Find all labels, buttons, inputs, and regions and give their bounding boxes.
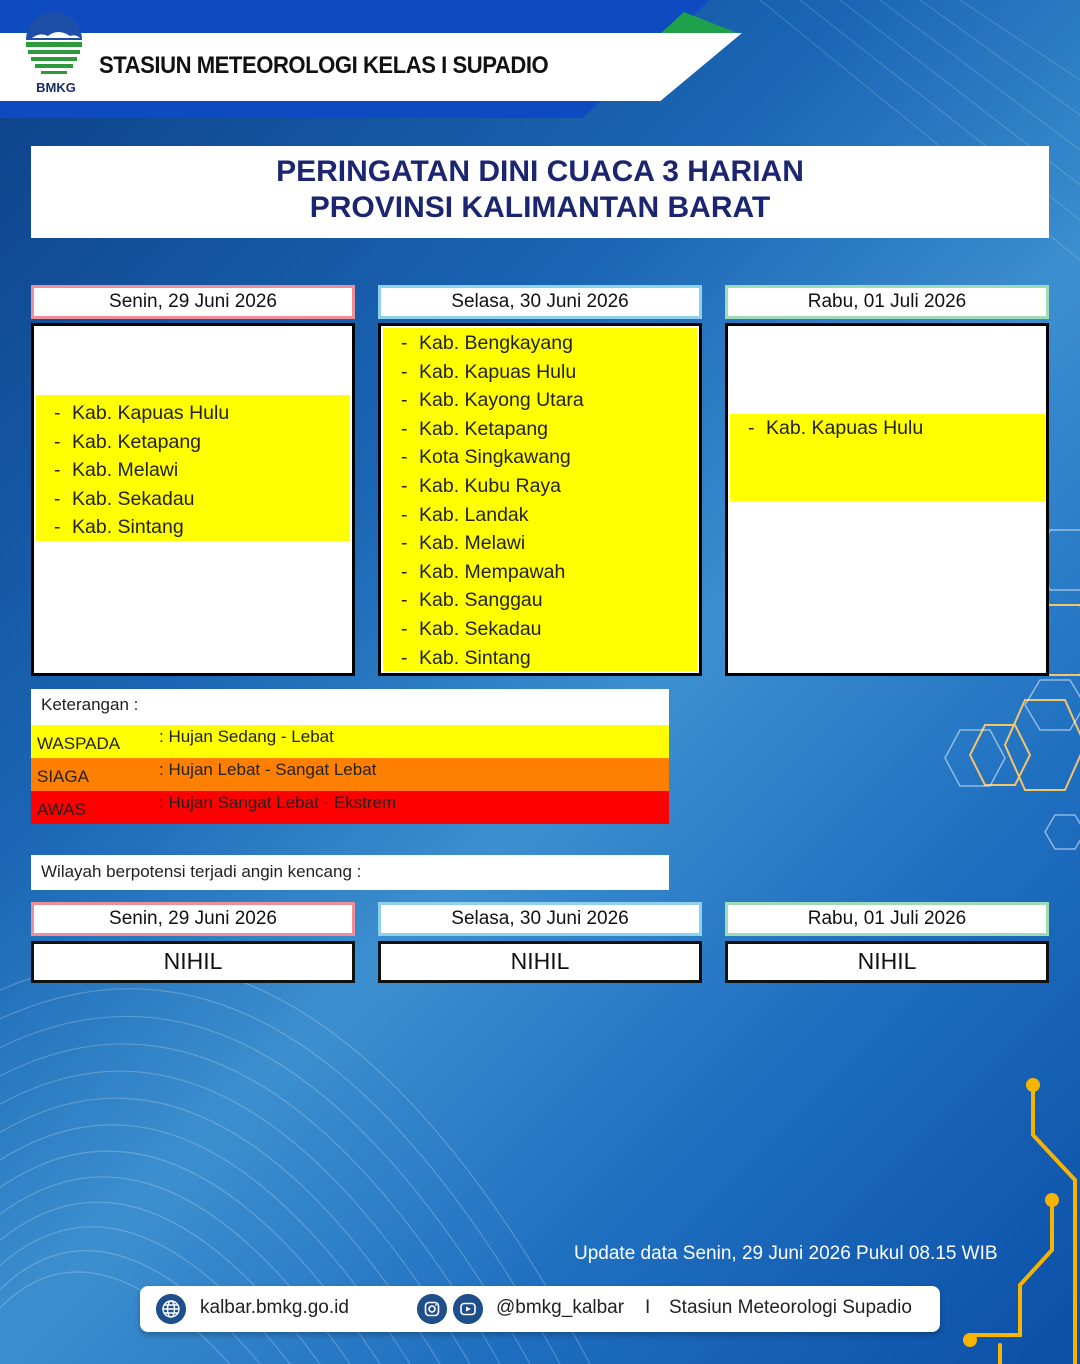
footer-social-handle[interactable]: @bmkg_kalbar bbox=[496, 1297, 625, 1318]
instagram-icon[interactable] bbox=[417, 1294, 447, 1324]
day1-date-header: Senin, 29 Juni 2026 bbox=[31, 285, 355, 319]
logo-text: BMKG bbox=[36, 80, 76, 95]
list-item: - Kab. Kubu Raya bbox=[401, 474, 562, 497]
legend-row-waspada bbox=[31, 725, 669, 758]
legend-title: Keterangan : bbox=[41, 695, 139, 714]
list-item: - Kota Singkawang bbox=[401, 446, 571, 469]
day1-warning-block bbox=[36, 395, 350, 541]
youtube-icon[interactable] bbox=[453, 1294, 483, 1324]
list-item: - Kab. Sanggau bbox=[401, 589, 543, 612]
footer-station-name: Stasiun Meteorologi Supadio bbox=[669, 1297, 912, 1318]
legend-level: WASPADA bbox=[37, 734, 121, 753]
day3-region-panel bbox=[725, 323, 1049, 676]
list-item: - Kab. Kapuas Hulu bbox=[401, 360, 577, 383]
list-item: - Kab. Kapuas Hulu bbox=[54, 402, 230, 424]
page-subtitle: PROVINSI KALIMANTAN BARAT bbox=[309, 191, 771, 224]
day2-region-panel bbox=[378, 323, 702, 676]
wind-day3-value: NIHIL bbox=[725, 941, 1049, 983]
list-item: - Kab. Sekadau bbox=[401, 617, 542, 640]
legend-level: AWAS bbox=[37, 800, 86, 819]
wind-day3-date: Rabu, 01 Juli 2026 bbox=[725, 902, 1049, 936]
wind-day2-value: NIHIL bbox=[378, 941, 702, 983]
day2-date-header: Selasa, 30 Juni 2026 bbox=[378, 285, 702, 319]
legend-level: SIAGA bbox=[37, 767, 89, 786]
list-item: - Kab. Kapuas Hulu bbox=[748, 417, 924, 439]
title-box bbox=[31, 146, 1049, 238]
legend-box bbox=[31, 689, 669, 824]
day2-warning-block bbox=[383, 328, 697, 671]
list-item: - Kab. Melawi bbox=[54, 459, 179, 482]
legend-desc: : Hujan Lebat - Sangat Lebat bbox=[159, 760, 377, 779]
legend-row-awas bbox=[31, 791, 669, 824]
list-item: - Kab. Bengkayang bbox=[401, 332, 573, 354]
day3-warning-block bbox=[730, 414, 1046, 501]
legend-row-siaga bbox=[31, 758, 669, 791]
list-item: - Kab. Sekadau bbox=[54, 487, 195, 510]
page-title: PERINGATAN DINI CUACA 3 HARIAN bbox=[276, 155, 804, 188]
list-item: - Kab. Mempawah bbox=[401, 560, 566, 583]
list-item: - Kab. Landak bbox=[401, 503, 529, 526]
update-timestamp: Update data Senin, 29 Juni 2026 Pukul 08.15 WIB bbox=[574, 1243, 998, 1264]
list-item: - Kab. Ketapang bbox=[401, 417, 549, 440]
wind-day1-date: Senin, 29 Juni 2026 bbox=[31, 902, 355, 936]
list-item: - Kab. Melawi bbox=[401, 532, 526, 555]
list-item: - Kab. Ketapang bbox=[54, 430, 202, 453]
list-item: - Kab. Kayong Utara bbox=[401, 389, 584, 412]
footer-bar bbox=[140, 1286, 940, 1332]
wind-day1-value: NIHIL bbox=[31, 941, 355, 983]
footer-website-link[interactable]: kalbar.bmkg.go.id bbox=[200, 1297, 349, 1318]
legend-desc: : Hujan Sangat Lebat - Ekstrem bbox=[159, 793, 397, 812]
globe-icon bbox=[156, 1294, 186, 1324]
footer-separator: I bbox=[645, 1297, 651, 1318]
day3-date-header: Rabu, 01 Juli 2026 bbox=[725, 285, 1049, 319]
list-item: - Kab. Sintang bbox=[401, 646, 531, 669]
legend-desc: : Hujan Sedang - Lebat bbox=[159, 727, 334, 746]
day1-region-panel bbox=[31, 323, 355, 676]
wind-label: Wilayah berpotensi terjadi angin kencang : bbox=[31, 855, 669, 890]
list-item: - Kab. Sintang bbox=[54, 516, 184, 539]
station-title: STASIUN METEOROLOGI KELAS I SUPADIO bbox=[99, 52, 549, 79]
wind-day2-date: Selasa, 30 Juni 2026 bbox=[378, 902, 702, 936]
